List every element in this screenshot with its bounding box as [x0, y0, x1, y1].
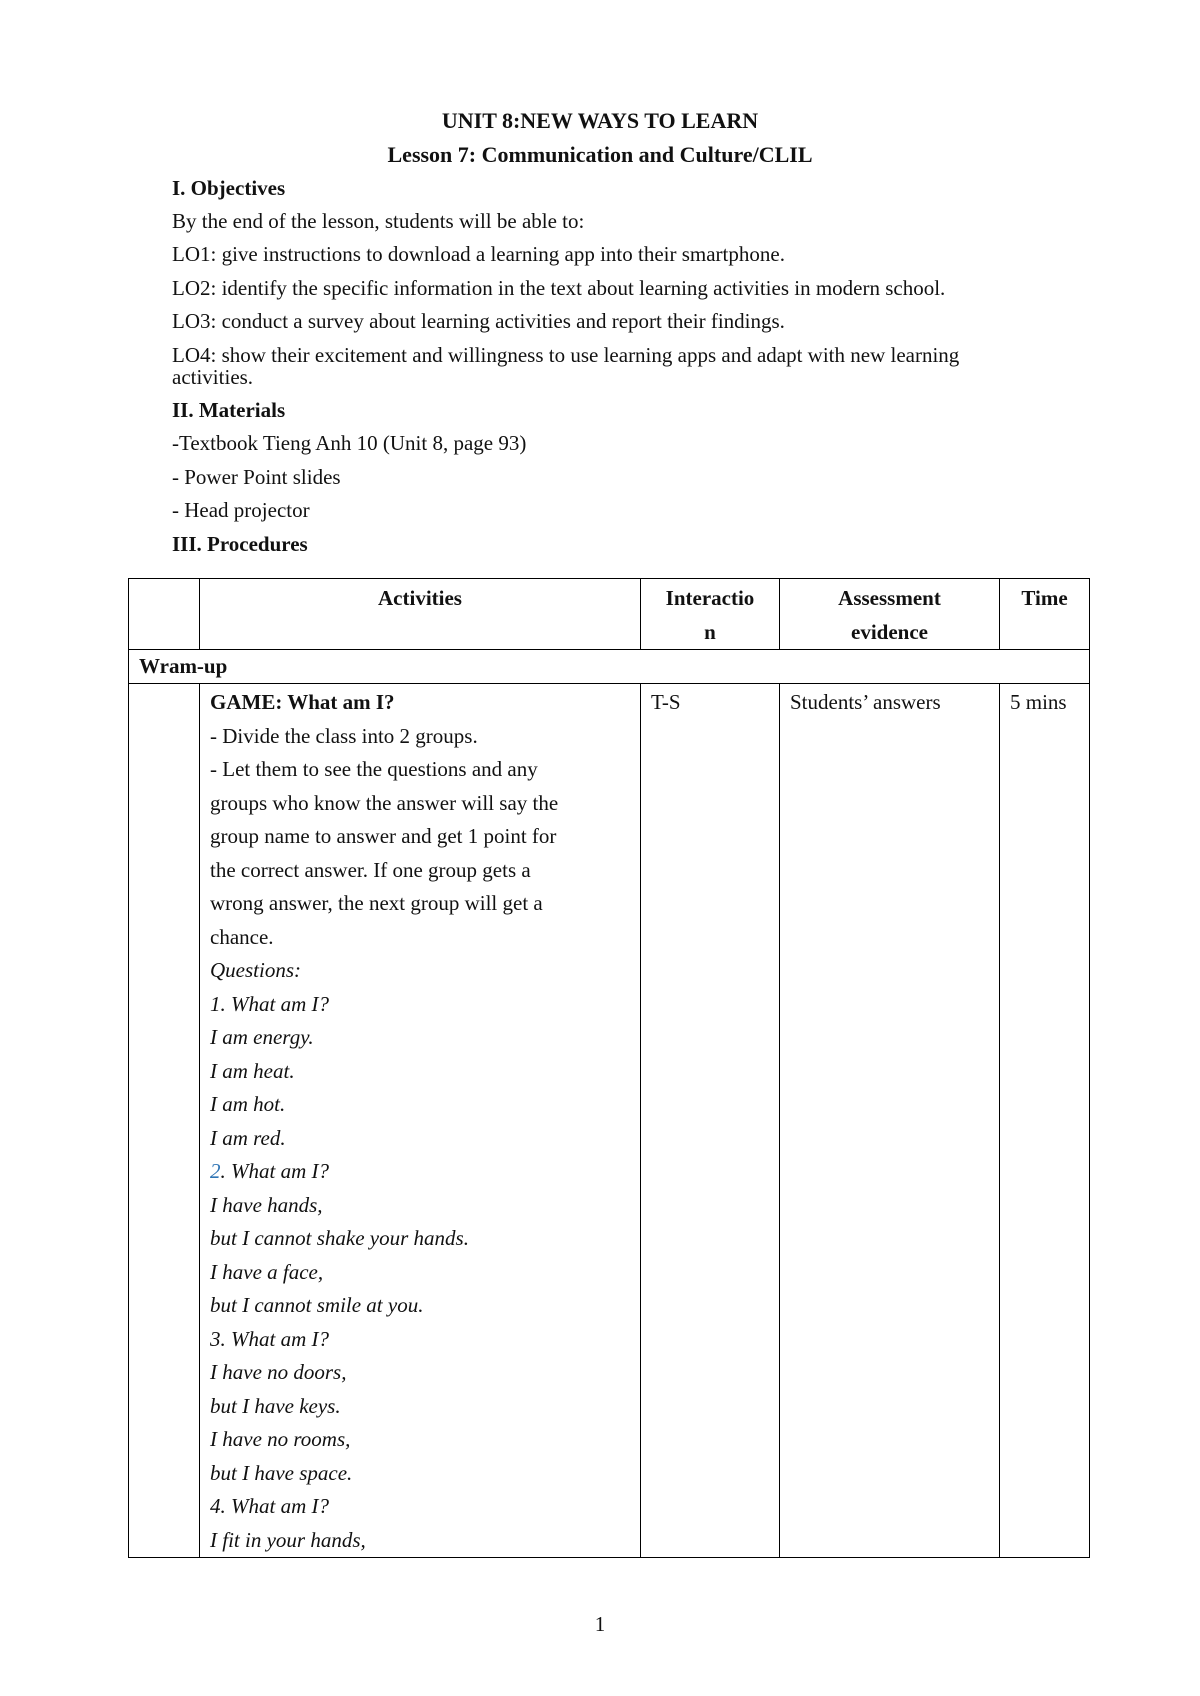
- question-line: 3. What am I?: [210, 1326, 329, 1351]
- objective-lo2: LO2: identify the specific information in the text about learning activities in modern school.: [172, 276, 946, 300]
- activities-column-header: Activities: [200, 579, 641, 650]
- question-number: 2: [210, 1159, 221, 1183]
- stage-cell: [129, 684, 200, 1558]
- activity-step: - Let them to see the questions and any: [210, 757, 538, 781]
- activity-step: the correct answer. If one group gets a: [210, 857, 531, 882]
- question-line: 2. What am I?: [210, 1159, 329, 1183]
- question-line: but I have space.: [210, 1460, 353, 1485]
- question-line: I have no rooms,: [210, 1427, 351, 1451]
- question-line: 4. What am I?: [210, 1494, 329, 1518]
- stage-column-header: [129, 579, 200, 650]
- question-line: but I cannot smile at you.: [210, 1293, 424, 1317]
- stage-label: Wram-up: [129, 650, 1090, 684]
- question-line: I am hot.: [210, 1092, 286, 1116]
- question-line: 1. What am I?: [210, 991, 329, 1016]
- unit-title: UNIT 8:NEW WAYS TO LEARN: [441, 108, 759, 133]
- material-item: - Head projector: [172, 498, 310, 522]
- questions-label: Questions:: [210, 958, 301, 982]
- objectives-intro: By the end of the lesson, students will be able to:: [172, 209, 585, 233]
- material-item: -Textbook Tieng Anh 10 (Unit 8, page 93): [172, 431, 527, 455]
- question-line: but I have keys.: [210, 1393, 341, 1418]
- question-line: I have a face,: [210, 1259, 324, 1284]
- procedures-heading: III. Procedures: [172, 532, 308, 556]
- question-line: I am heat.: [210, 1058, 295, 1083]
- question-line: but I cannot shake your hands.: [210, 1226, 469, 1250]
- activity-step: group name to answer and get 1 point for: [210, 824, 557, 848]
- question-line: I have hands,: [210, 1192, 323, 1217]
- activity-step: wrong answer, the next group will get a: [210, 891, 543, 915]
- objective-lo3: LO3: conduct a survey about learning activities and report their findings.: [172, 309, 785, 333]
- table-header-row: [129, 579, 1090, 650]
- objective-lo1: LO1: give instructions to download a learning app into their smartphone.: [172, 242, 785, 266]
- objective-lo4-line1: LO4: show their excitement and willingness to use learning apps and adapt with new learning: [172, 343, 960, 367]
- stage-row: [129, 650, 1090, 684]
- question-line: I fit in your hands,: [210, 1527, 366, 1552]
- activity-step: chance.: [210, 924, 274, 949]
- question-line: I am energy.: [210, 1025, 314, 1049]
- page-number: 1: [594, 1612, 606, 1636]
- time-cell: 5 mins: [1000, 684, 1090, 1558]
- time-column-header: Time: [1000, 579, 1090, 650]
- assessment-cell: Students’ answers: [780, 684, 1000, 1558]
- lesson-title: Lesson 7: Communication and Culture/CLIL: [387, 142, 813, 167]
- procedures-table: [128, 578, 1090, 1558]
- activity-step: - Divide the class into 2 groups.: [210, 723, 478, 748]
- question-line: I am red.: [210, 1125, 286, 1150]
- activity-cell: [200, 684, 641, 1558]
- question-line: I have no doors,: [210, 1360, 347, 1384]
- table-row: [129, 684, 1090, 1558]
- activity-step: groups who know the answer will say the: [210, 790, 559, 815]
- activity-title: GAME: What am I?: [210, 690, 395, 714]
- material-item: - Power Point slides: [172, 465, 341, 489]
- interaction-cell: T-S: [641, 684, 780, 1558]
- interaction-column-header: Interactio n: [641, 579, 780, 650]
- materials-heading: II. Materials: [172, 398, 286, 422]
- objectives-heading: I. Objectives: [172, 176, 286, 200]
- assessment-column-header: Assessment evidence: [780, 579, 1000, 650]
- objective-lo4-line2: activities.: [172, 365, 254, 389]
